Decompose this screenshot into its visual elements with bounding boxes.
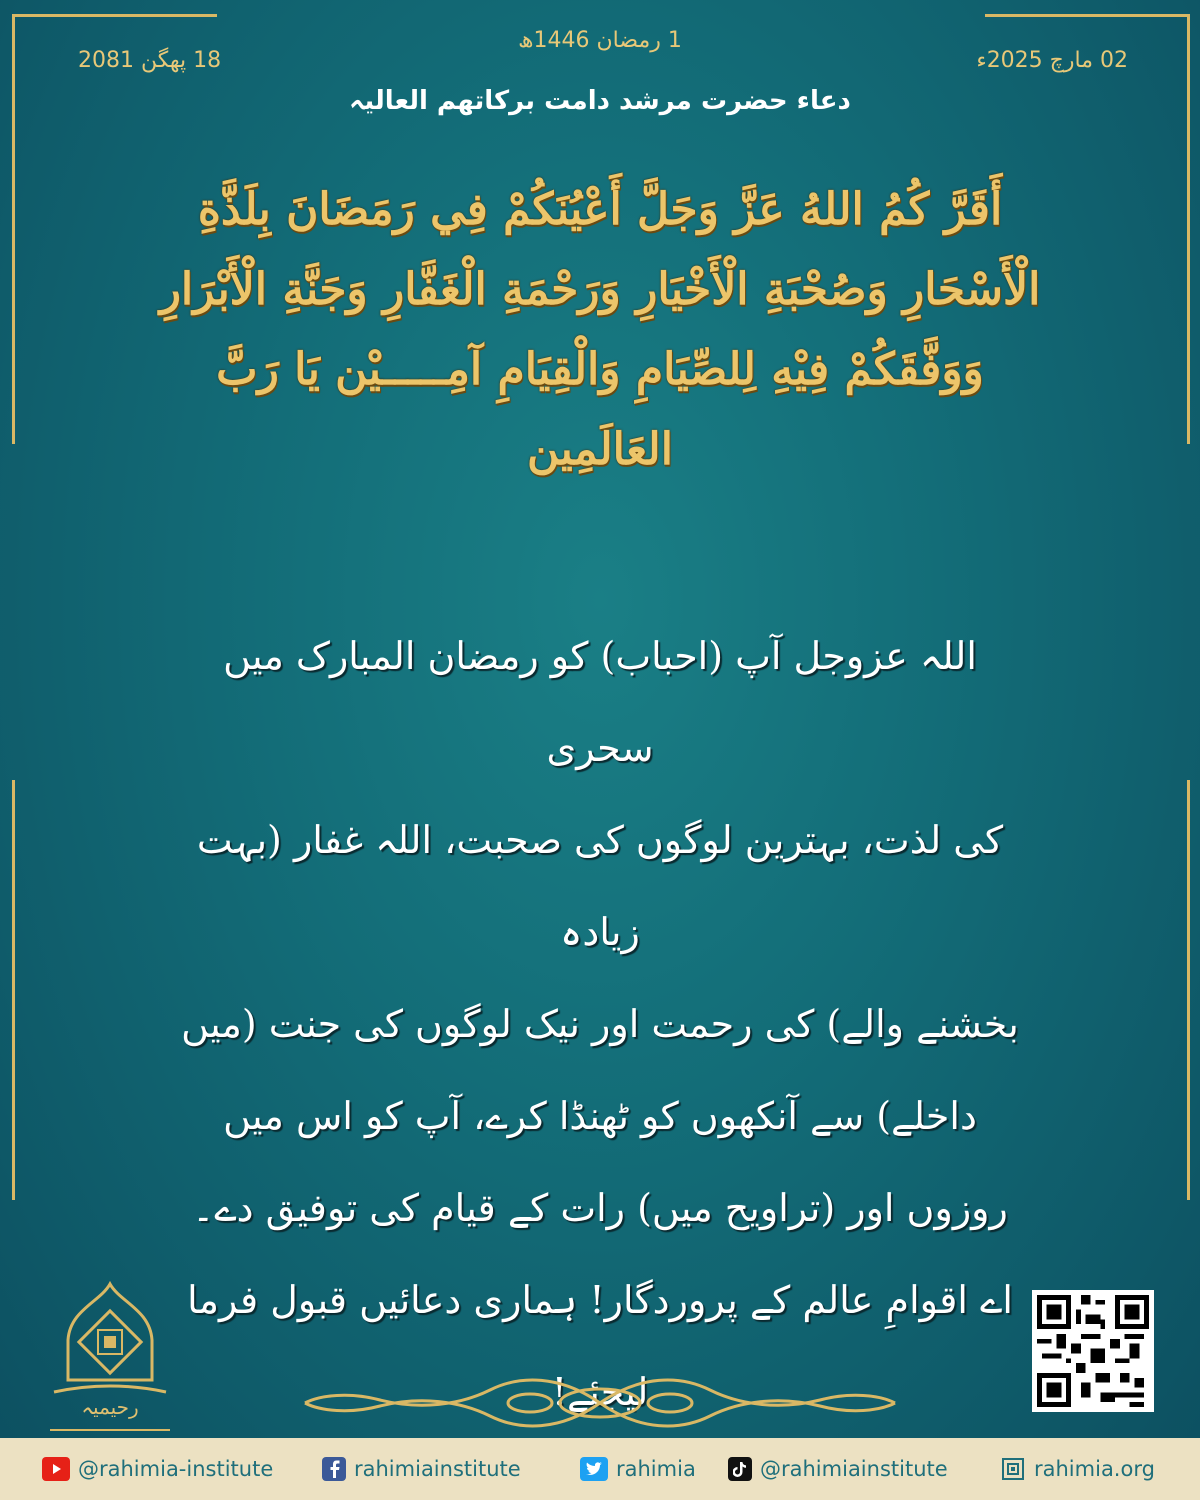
hijri-date: 1 رمضان 1446ھ xyxy=(518,28,682,53)
arabic-line: الْأَسْحَارِ وَصُحْبَةِ الْأَخْيَارِ وَرَحْمَةِ الْغَفَّارِ وَجَنَّةِ الْأَبْرَارِ xyxy=(159,264,1041,315)
urdu-line: روزوں اور (تراویح میں) رات کے قیام کی توفیق دے۔ xyxy=(192,1186,1008,1230)
frame-right-lower xyxy=(1187,780,1190,1200)
urdu-line: داخلے) سے آنکھوں کو ٹھنڈا کرے، آپ کو اس میں xyxy=(223,1094,977,1138)
urdu-line: بخشنے والے) کی رحمت اور نیک لوگوں کی جنت (میں xyxy=(181,1002,1019,1046)
logo-caption: رحیمیہ xyxy=(81,1395,139,1419)
footer-label: @rahimiainstitute xyxy=(760,1457,948,1481)
twitter-icon xyxy=(580,1457,608,1481)
frame-right-upper xyxy=(1187,14,1190,444)
arabic-line: العَالَمِين xyxy=(527,424,673,475)
gregorian-date: 02 مارچ 2025ء xyxy=(976,48,1128,73)
footer-facebook-link[interactable] xyxy=(322,1455,521,1483)
footer-bar xyxy=(0,1438,1200,1500)
urdu-line: اللہ عزوجل آپ (احباب) کو رمضان المبارک میں سحری xyxy=(223,634,977,770)
qr-code-icon[interactable] xyxy=(1032,1290,1154,1412)
urdu-line: کی لذت، بہترین لوگوں کی صحبت، اللہ غفار (بہت زیادہ xyxy=(196,818,1004,954)
footer-label: rahimiainstitute xyxy=(354,1457,521,1481)
page-subtitle: دعاء حضرت مرشد دامت برکاتھم العالیہ xyxy=(349,86,851,116)
footer-label: rahimia.org xyxy=(1034,1457,1155,1481)
arabic-dua xyxy=(120,170,1080,490)
footer-website-link[interactable] xyxy=(1000,1455,1155,1483)
rahimia-logo-icon xyxy=(40,1280,180,1440)
tiktok-icon xyxy=(728,1457,752,1481)
website-icon xyxy=(1000,1457,1026,1481)
footer-label: @rahimia-institute xyxy=(78,1457,274,1481)
frame-top-right xyxy=(985,14,1190,17)
facebook-icon xyxy=(322,1457,346,1481)
urdu-translation xyxy=(180,610,1020,1438)
footer-twitter-link[interactable] xyxy=(580,1455,696,1483)
urdu-line: اے اقوامِ عالم کے پروردگار! ہماری دعائیں قبول فرما xyxy=(187,1278,1013,1322)
frame-left-lower xyxy=(12,780,15,1200)
youtube-icon xyxy=(42,1457,70,1481)
footer-youtube-link[interactable] xyxy=(42,1455,273,1483)
urdu-line: لیجئے! xyxy=(551,1370,649,1414)
bikrami-date: 18 پھگن 2081 xyxy=(78,48,222,73)
arabic-line: وَوَفَّقَكُمْ فِيْهِ لِلصِّيَامِ وَالْقِيَامِ آمِـــــيْن يَا رَبَّ xyxy=(216,344,984,395)
footer-tiktok-link[interactable] xyxy=(728,1455,948,1483)
arabic-line: أَقَرَّ كُمُ اللهُ عَزَّ وَجَلَّ أَعْيُنَكُمْ فِي رَمَضَانَ بِلَذَّةِ xyxy=(197,184,1003,235)
footer-label: rahimia xyxy=(616,1457,696,1481)
frame-top-left xyxy=(12,14,217,17)
frame-left-upper xyxy=(12,14,15,444)
ornament-divider-icon xyxy=(300,1370,900,1436)
